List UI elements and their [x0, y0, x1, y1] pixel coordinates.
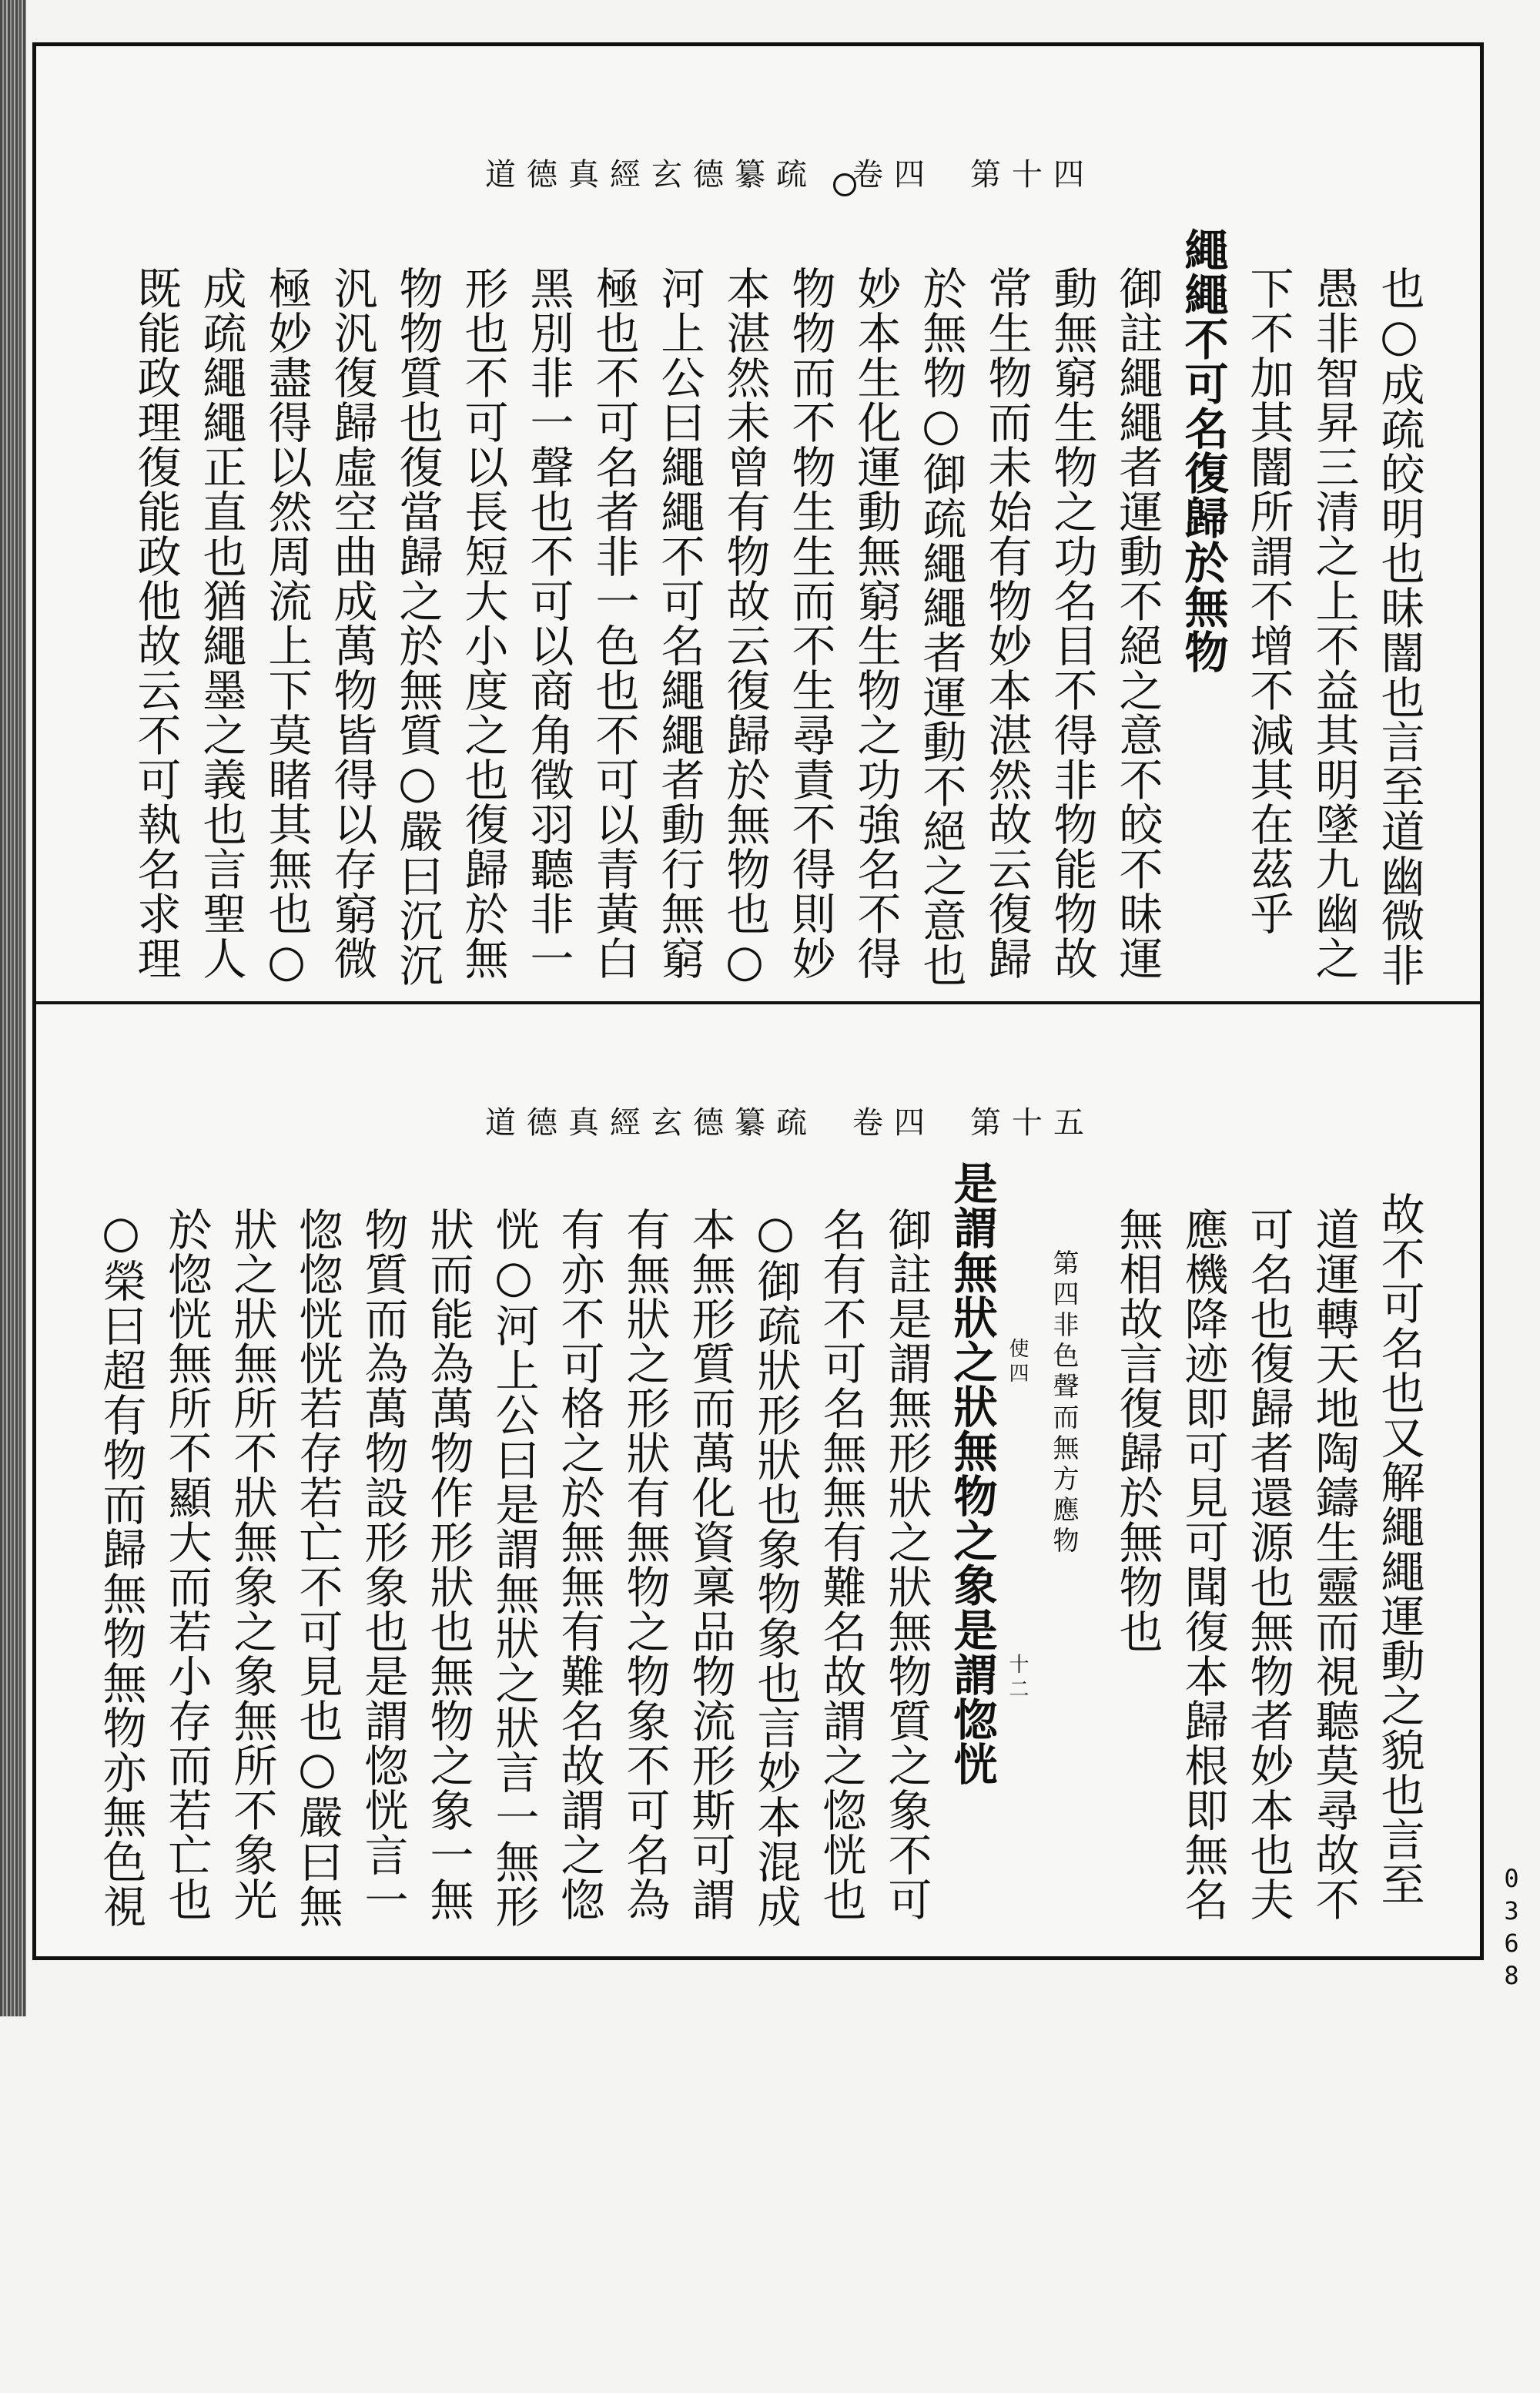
book-spine-shadow [0, 0, 26, 2016]
leaf-mark-note: 十二 [1006, 1654, 1029, 1703]
bottom-header-title: 道德真經玄德纂疏 [485, 1105, 818, 1141]
text-column: 故不可名也又解繩繩運動之貌也言至 [1374, 1191, 1424, 1906]
text-column: 愚非智昇三清之上不益其明墜九幽之 [1308, 266, 1359, 980]
top-running-header [450, 150, 1095, 194]
text-column: 恍○河上公曰是謂無狀之狀言一無形 [488, 1207, 539, 1929]
text-column: ○御疏狀形狀也象物象也言妙本混成 [750, 1207, 801, 1929]
text-column: 可名也復歸者還源也無物者妙本也夫 [1243, 1207, 1294, 1922]
text-column: 妙本生化運動無窮生物之功強名不得 [850, 266, 901, 980]
text-column: 也○成疏皎明也昧闇也言至道幽微非 [1374, 266, 1424, 987]
text-column: 形也不可以長短大小度之也復歸於無 [457, 266, 508, 980]
text-column: 本湛然未曾有物故云復歸於無物也○ [719, 266, 770, 987]
punctuation-circle-mark [833, 173, 856, 196]
text-column: 汎汎復歸虛空曲成萬物皆得以存窮微 [326, 266, 377, 980]
text-column: 下不加其闇所謂不增不減其在茲乎 [1243, 266, 1294, 936]
bottom-text-columns [86, 1161, 1426, 1946]
page-number: 0368 [1497, 1864, 1526, 1993]
text-column: 狀之狀無所不狀無象之象無所不象光 [226, 1207, 277, 1922]
text-column: 常生物而未始有物妙本湛然故云復歸 [981, 266, 1032, 980]
top-header-title: 道德真經玄德纂疏 [485, 157, 818, 193]
bottom-header-volume: 卷四 [852, 1105, 936, 1141]
text-column: 動無窮生物之功名目不得非物能物故 [1046, 266, 1097, 980]
text-column: 有亦不可格之於無無有難名故謂之惚 [554, 1207, 604, 1922]
scripture-heading-column: 繩繩不可名復歸於無物 [1177, 227, 1229, 674]
text-column: 既能政理復能政他故云不可執名求理 [130, 266, 181, 980]
text-column: 應機降迹即可見可聞復本歸根即無名 [1177, 1207, 1228, 1922]
text-column: 本無形質而萬化資稟品物流形斯可謂 [685, 1207, 735, 1922]
text-column: 御註是謂無形狀之狀無物質之象不可 [881, 1207, 932, 1922]
scripture-heading-column: 是謂無狀之狀無物之象是謂惚恍 [946, 1161, 998, 1786]
text-column: 黑別非一聲也不可以商角徵羽聽非一 [523, 266, 574, 980]
top-half-page [32, 42, 1484, 1001]
top-text-columns [86, 227, 1426, 1036]
text-column: 於無物○御疏繩繩者運動不絕之意也 [916, 266, 966, 987]
text-column: ○榮曰超有物而歸無物無物亦無色視 [95, 1207, 146, 1929]
text-column: 名有不可名無無有難名故謂之惚恍也 [815, 1207, 866, 1922]
top-header-page: 第十四 [970, 157, 1095, 193]
text-column: 成疏繩繩正直也猶繩墨之義也言聖人 [196, 266, 246, 980]
text-column: 極妙盡得以然周流上下莫睹其無也○ [261, 266, 312, 987]
text-column: 物質而為萬物設形象也是謂惚恍言一 [357, 1207, 408, 1922]
text-column: 極也不可名者非一色也不可以青黃白 [588, 266, 639, 980]
text-column: 道運轉天地陶鑄生靈而視聽莫尋故不 [1308, 1207, 1359, 1922]
text-column: 物物而不物生生而不生尋責不得則妙 [785, 266, 835, 980]
top-header-volume: 卷四 [852, 157, 936, 193]
chapter-mark-note: 使四 [1006, 1338, 1029, 1387]
text-column: 物物質也復當歸之於無質○嚴曰沉沉 [392, 266, 443, 987]
text-column: 於惚恍無所不顯大而若小存而若亡也 [161, 1207, 212, 1922]
text-column: 無相故言復歸於無物也 [1112, 1207, 1163, 1654]
text-column: 惚惚恍恍若存若亡不可見也○嚴曰無 [292, 1207, 343, 1929]
text-column: 河上公曰繩繩不可名繩繩者動行無窮 [654, 266, 705, 980]
bottom-half-page [32, 1003, 1484, 1960]
bottom-header-page: 第十五 [970, 1105, 1095, 1141]
chapter-heading-column: 第四非色聲而無方應物 [1048, 1249, 1079, 1557]
text-column: 御註繩繩者運動不絕之意不皎不昧運 [1112, 266, 1163, 980]
text-column: 有無狀之形狀有無物之物象不可名為 [619, 1207, 670, 1922]
bottom-running-header [450, 1098, 1095, 1142]
text-column: 狀而能為萬物作形狀也無物之象一無 [423, 1207, 474, 1922]
